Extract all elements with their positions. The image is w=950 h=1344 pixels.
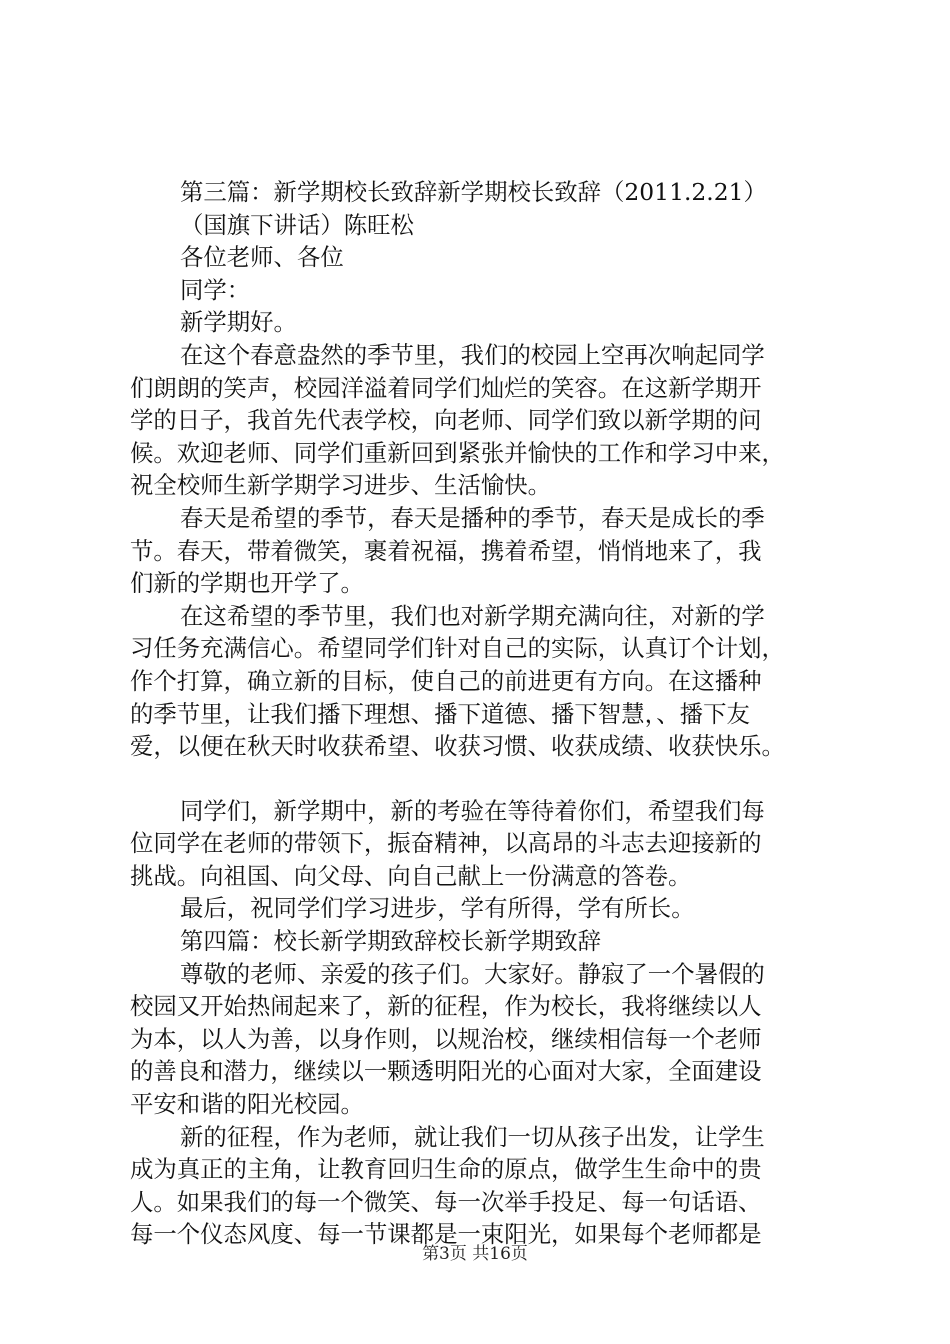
text-line: 学的日子，我首先代表学校，向老师、同学们致以新学期的问 [130,406,762,435]
text-line: 新的征程，作为老师，就让我们一切从孩子出发，让学生 [180,1122,765,1151]
text-line: 春天是希望的季节，春天是播种的季节，春天是成长的季 [180,503,765,532]
text-line: 的季节里，让我们播下理想、播下道德、播下智慧，、播下友 [130,699,750,728]
text-line: 每一个仪态风度、每一节课都是一束阳光，如果每个老师都是 [130,1220,762,1249]
paragraph-gap [130,763,830,795]
text-line: 位同学在老师的带领下，振奋精神，以高昂的斗志去迎接新的 [130,829,762,858]
text-line: 祝全校师生新学期学习进步、生活愉快。 [130,471,552,500]
text-line: 习任务充满信心。希望同学们针对自己的实际，认真订个计划， [130,634,785,663]
text-line: 节。春天，带着微笑，裹着祝福，携着希望，悄悄地来了，我 [130,536,762,565]
text-line: 同学： [180,275,251,304]
document-body [130,176,830,1251]
text-line: （国旗下讲话）陈旺松 [180,210,414,239]
text-line: 的善良和潜力，继续以一颗透明阳光的心面对大家，全面建设 [130,1057,762,1086]
text-line: 为本，以人为善，以身作则，以规治校，继续相信每一个老师 [130,1024,762,1053]
text-line: 同学们，新学期中，新的考验在等待着你们，希望我们每 [180,796,765,825]
text-line: 第三篇：新学期校长致辞新学期校长致辞（2011.2.21） [180,178,767,206]
text-line: 作个打算，确立新的目标，使自己的前进更有方向。在这播种 [130,666,762,695]
text-line: 新学期好。 [180,308,297,337]
text-line: 最后，祝同学们学习进步，学有所得，学有所长。 [180,894,695,923]
text-line: 平安和谐的阳光校园。 [130,1090,364,1119]
page-footer: 第3页 共16页 [422,1244,528,1264]
text-line: 尊敬的老师、亲爱的孩子们。大家好。静寂了一个暑假的 [180,959,765,988]
text-line: 候。欢迎老师、同学们重新回到紧张并愉快的工作和学习中来， [130,438,785,467]
text-line: 人。如果我们的每一个微笑、每一次举手投足、每一句话语、 [130,1187,762,1216]
text-line: 们朗朗的笑声，校园洋溢着同学们灿烂的笑容。在这新学期开 [130,373,762,402]
text-line: 在这希望的季节里，我们也对新学期充满向往，对新的学 [180,601,765,630]
text-line: 挑战。向祖国、向父母、向自己献上一份满意的答卷。 [130,861,692,890]
text-line: 校园又开始热闹起来了，新的征程，作为校长，我将继续以人 [130,992,762,1021]
text-line: 爱，以便在秋天时收获希望、收获习惯、收获成绩、收获快乐。 [130,732,785,761]
text-line: 第四篇：校长新学期致辞校长新学期致辞 [180,927,602,956]
text-line: 成为真正的主角，让教育回归生命的原点，做学生生命中的贵 [130,1155,762,1184]
text-line: 各位老师、各位 [180,243,344,272]
text-line: 们新的学期也开学了。 [130,569,364,598]
text-line: 在这个春意盎然的季节里，我们的校园上空再次响起同学 [180,340,765,369]
